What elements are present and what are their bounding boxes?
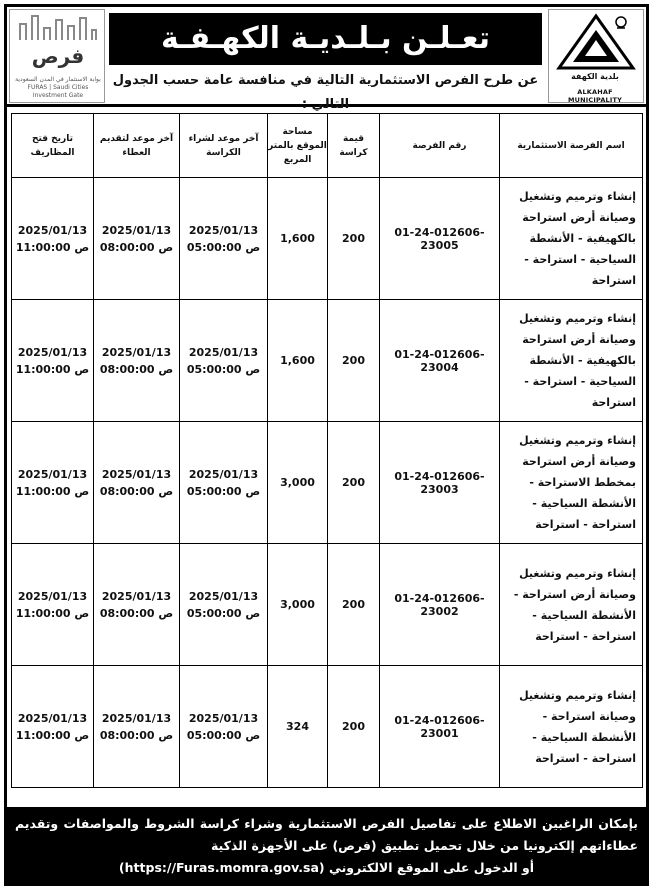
bid-time: 08:00:00 ص [99,362,174,376]
purchase-time: 05:00:00 ص [186,362,261,376]
bid-date: 2025/01/13 [101,589,172,603]
opportunities-table [11,113,643,788]
header-opening-date: تاريخ فتح المظاريف [12,114,94,178]
open-date: 2025/01/13 [17,467,88,481]
opportunity-name: إنشاء وترميم وتشغيل وصيانة أرض استراحة بالكهيفية - الأنشطة السياحية - استراحة - استراحة [500,300,643,422]
purchase-deadline [180,544,268,666]
bid-time: 08:00:00 ص [99,606,174,620]
opening-date [12,666,94,788]
bid-time: 08:00:00 ص [99,240,174,254]
site-area: 3,000 [268,544,328,666]
booklet-price: 200 [328,666,380,788]
open-date: 2025/01/13 [17,589,88,603]
open-date: 2025/01/13 [17,345,88,359]
purchase-deadline [180,666,268,788]
open-date: 2025/01/13 [17,711,88,725]
purchase-date: 2025/01/13 [188,345,259,359]
header-bid-deadline: آخر موعد لتقديم العطاء [94,114,180,178]
table-row [12,544,643,666]
opportunity-number: 01-24-012606-23001 [380,666,500,788]
header-number: رقم الفرصة [380,114,500,178]
site-area: 324 [268,666,328,788]
bid-deadline [94,178,180,300]
bid-deadline [94,300,180,422]
purchase-deadline [180,178,268,300]
opening-date [12,422,94,544]
purchase-deadline [180,300,268,422]
bid-deadline [94,422,180,544]
bid-date: 2025/01/13 [101,223,172,237]
bid-date: 2025/01/13 [101,711,172,725]
purchase-date: 2025/01/13 [188,223,259,237]
open-time: 11:00:00 ص [15,240,90,254]
site-area: 1,600 [268,178,328,300]
municipality-emblem-icon [549,10,643,72]
furas-logo-sub-en: FURAS | Saudi Cities Investment Gate [27,84,89,99]
open-time: 11:00:00 ص [15,484,90,498]
table-row [12,300,643,422]
purchase-date: 2025/01/13 [188,589,259,603]
announcement-page [4,4,649,886]
purchase-date: 2025/01/13 [188,711,259,725]
footer-line-3: أو الدخول على الموقع الالكتروني (https://Furas.momra.gov.sa) [118,860,535,875]
opportunity-number: 01-24-012606-23004 [380,300,500,422]
open-time: 11:00:00 ص [15,362,90,376]
header-purchase-deadline: آخر موعد لشراء الكراسة [180,114,268,178]
open-date: 2025/01/13 [17,223,88,237]
purchase-time: 05:00:00 ص [186,728,261,742]
footer-line-2: والمواصفات وتقديم عطاءاتهم إلكترونيا من خلال تحميل تطبيق (فرص) على الأجهزة الذكية [15,816,638,853]
header [7,7,646,112]
header-price: قيمة كراسة [328,114,380,178]
bid-deadline [94,666,180,788]
footer-line-1: بإمكان الراغبين الاطلاع على تفاصيل الفرص الاستثمارية وشراء كراسة الشروط [144,816,638,831]
furas-logo-sub-ar: بوابة الاستثمار في المدن السعودية [15,76,101,83]
furas-logo [9,9,105,103]
site-area: 1,600 [268,300,328,422]
table-row [12,666,643,788]
opportunity-name: إنشاء وترميم وتشغيل وصيانة أرض استراحة - الأنشطة السياحية - استراحة - استراحة [500,544,643,666]
opportunity-name: إنشاء وترميم وتشغيل وصيانة أرض استراحة بالكهيفية - الأنشطة السياحية - استراحة - استراحة [500,178,643,300]
municipality-name-en: ALKAHAF MUNICIPALITY [567,88,623,104]
municipality-name-ar: بلدية الكهفة [571,72,619,81]
furas-logo-text: فرص [31,44,85,68]
table-row [12,422,643,544]
opportunity-number: 01-24-012606-23003 [380,422,500,544]
header-area: مساحة الموقع بالمتر المربع [268,114,328,178]
purchase-time: 05:00:00 ص [186,606,261,620]
bid-date: 2025/01/13 [101,467,172,481]
purchase-time: 05:00:00 ص [186,484,261,498]
table-header-row [12,114,643,178]
purchase-time: 05:00:00 ص [186,240,261,254]
bid-time: 08:00:00 ص [99,728,174,742]
purchase-deadline [180,422,268,544]
booklet-price: 200 [328,544,380,666]
city-skyline-icon [10,10,104,44]
table-row [12,178,643,300]
opportunity-number: 01-24-012606-23002 [380,544,500,666]
booklet-price: 200 [328,300,380,422]
bid-date: 2025/01/13 [101,345,172,359]
page-subtitle: عن طرح الفرص الاستثمارية التالية في منافسة عامة حسب الجدول التالي : [112,73,539,112]
municipality-logo [548,9,644,103]
opportunity-number: 01-24-012606-23005 [380,178,500,300]
booklet-price: 200 [328,422,380,544]
page-title: تعـلـن بـلـديـة الكهـفـة [109,13,542,65]
header-name: اسم الفرصة الاستثمارية [500,114,643,178]
opening-date [12,300,94,422]
purchase-date: 2025/01/13 [188,467,259,481]
opportunity-name: إنشاء وترميم وتشغيل وصيانة استراحة - الأنشطة السياحية - استراحة - استراحة [500,666,643,788]
open-time: 11:00:00 ص [15,728,90,742]
site-area: 3,000 [268,422,328,544]
open-time: 11:00:00 ص [15,606,90,620]
bid-deadline [94,544,180,666]
furas-logo-subtitle [14,76,102,100]
opening-date [12,178,94,300]
footer-notice [7,807,646,883]
opening-date [12,544,94,666]
opportunity-name: إنشاء وترميم وتشغيل وصيانة أرض استراحة بمخطط الاستراحة - الأنشطة السياحية - استراحة - استراحة [500,422,643,544]
booklet-price: 200 [328,178,380,300]
bid-time: 08:00:00 ص [99,484,174,498]
